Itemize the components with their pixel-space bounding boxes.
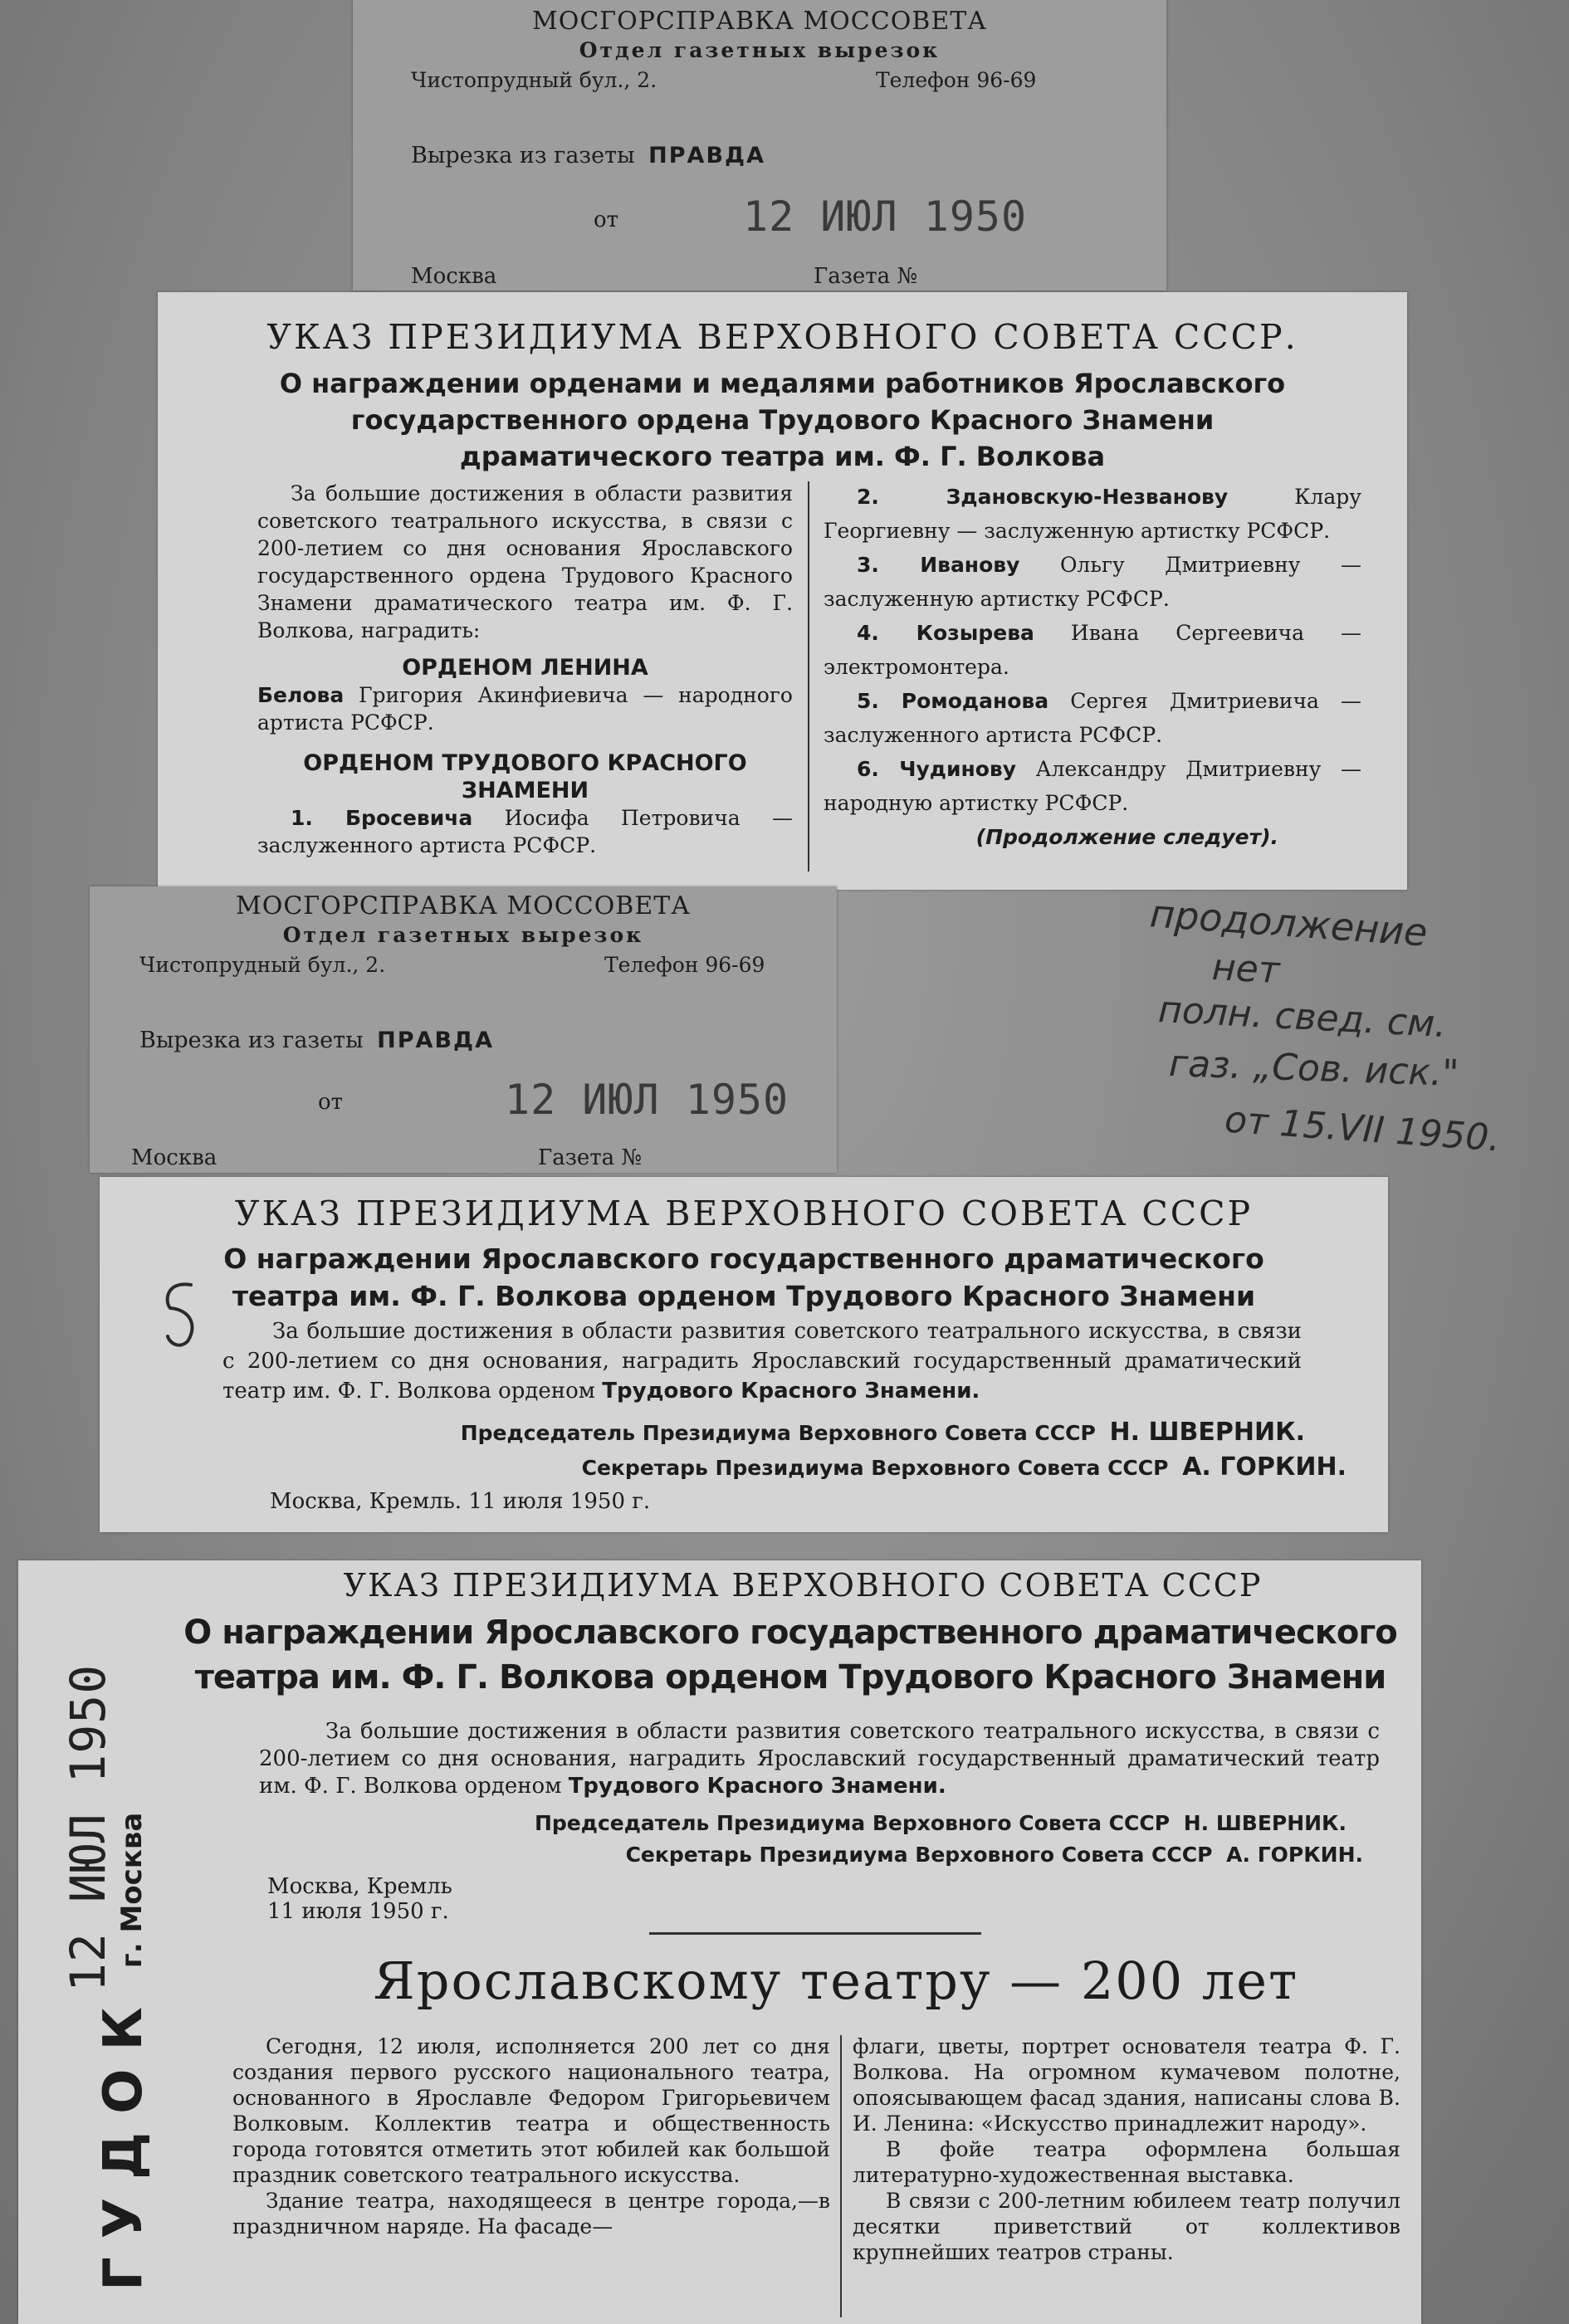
handwritten-line: газ. „Сов. иск.": [1168, 1042, 1460, 1096]
awardee-details: Иосифа Петровича — заслуженного артиста РСФСР.: [257, 806, 793, 857]
awardee-details: Клару Георгиевну — заслуженную артистку РСФСР.: [824, 485, 1361, 543]
decree-body-bold: Трудового Красного Знамени.: [602, 1379, 980, 1404]
awardee-details: Ольгу Дмитриевну — заслуженную артистку РСФСР.: [824, 553, 1362, 611]
continued-note: (Продолжение следует).: [975, 825, 1278, 849]
decree-title-line: театра им. Ф. Г. Волкова орденом Трудового Красного Знамени: [194, 1658, 1386, 1697]
chairman-signature-line: [461, 1418, 1305, 1447]
handwritten-line: нет: [1210, 945, 1281, 993]
secretary-signature-line: [626, 1843, 1363, 1867]
decree-body-text: За большие достижения в области развития советского театрального искусства, в связи с 200-летием со дня основания, наградить Ярославский государственный драматический театр им. Ф. Г. Волкова орденом: [222, 1319, 1302, 1404]
decree-body-text: За большие достижения в области развития советского театрального искусства, в связи с 200-летием со дня основания, наградить Ярославский государственный драматический театр им. Ф. Г. Волкова орденом: [259, 1719, 1380, 1799]
stamp-city: Москва: [411, 264, 497, 289]
awardee-details: Александру Дмитриевну — народную артистку РСФСР.: [824, 757, 1361, 815]
awardee-details: Григория Акинфиевича — народного артиста РСФСР.: [257, 683, 793, 735]
clipping-decree-theatre-award: [100, 1177, 1388, 1532]
article-right-column: [853, 2034, 1400, 2265]
chairman-signature-line: [535, 1811, 1347, 1835]
decree-left-column: [257, 480, 793, 859]
side-stamp-city: г. Москва: [115, 1812, 149, 1969]
order-lenin-heading: ОРДЕНОМ ЛЕНИНА: [402, 655, 648, 681]
article-paragraph: В связи с 200-летним юбилеем театр получил десятки приветствий от коллективов крупнейших театров страны.: [853, 2189, 1400, 2264]
awardee-name: Белова: [257, 683, 345, 707]
awardee-name: 6. Чудинову: [857, 757, 1017, 781]
secretary-label: Секретарь Президиума Верховного Совета СССР: [625, 1843, 1213, 1867]
article-paragraph: флаги, цветы, портрет основателя театра Ф. Г. Волкова. На огромном кумачевом полотне, опоясывающем фасад здания, написаны слова В. И. Ленина: «Искусство принадлежит народу».: [853, 2034, 1400, 2136]
chairman-name: Н. ШВЕРНИК.: [1183, 1811, 1347, 1835]
secretary-label: Секретарь Президиума Верховного Совета СССР: [581, 1456, 1169, 1480]
decree-title-line: драматического театра им. Ф. Г. Волкова: [459, 441, 1106, 472]
article-title: Ярославскому театру — 200 лет: [373, 1950, 1299, 2011]
side-stamp-paper: ГУДОК: [93, 1989, 154, 2291]
decree-title-line: О награждении орденами и медалями работников Ярославского: [279, 368, 1286, 399]
clipping-service-stamp-middle: [90, 886, 837, 1173]
secretary-name: А. ГОРКИН.: [1182, 1452, 1347, 1482]
decree-body: [259, 1718, 1380, 1800]
stamp-newspaper: ПРАВДА: [377, 1028, 494, 1053]
awardee-name: 2. Здановскую-Незванову: [857, 485, 1229, 509]
chairman-label: Председатель Президиума Верховного Совета СССР: [460, 1421, 1096, 1445]
decree-right-column: [824, 480, 1361, 854]
decree-body: [222, 1316, 1302, 1406]
column-divider: [808, 481, 809, 872]
decree-title-line: театра им. Ф. Г. Волкова орденом Трудового Красного Знамени: [232, 1280, 1256, 1312]
chairman-label: Председатель Президиума Верховного Совета СССР: [534, 1811, 1171, 1835]
handwritten-line: полн. свед. см.: [1156, 988, 1448, 1047]
stamp-city: Москва: [131, 1145, 218, 1170]
order-red-banner-heading: ОРДЕНОМ ТРУДОВОГО КРАСНОГО ЗНАМЕНИ: [303, 750, 747, 803]
secretary-signature-line: [582, 1452, 1347, 1482]
stamp-phone: Телефон 96-69: [876, 68, 1037, 92]
stamp-dept: Отдел газетных вырезок: [579, 38, 941, 62]
stamp-date: 12 ИЮЛ 1950: [505, 1076, 789, 1124]
decree-date: 11 июля 1950 г.: [267, 1899, 449, 1924]
stamp-dept: Отдел газетных вырезок: [282, 923, 644, 947]
awardee-name: 4. Козырева: [857, 621, 1034, 645]
stamp-address: Чистопрудный бул., 2.: [139, 953, 386, 977]
clipping-gudok-decree-and-article: [18, 1560, 1421, 2324]
decree-header: УКАЗ ПРЕЗИДИУМА ВЕРХОВНОГО СОВЕТА СССР.: [266, 317, 1298, 357]
stamp-cut-label: Вырезка из газеты: [139, 1028, 364, 1053]
decree-header: УКАЗ ПРЕЗИДИУМА ВЕРХОВНОГО СОВЕТА СССР: [343, 1567, 1263, 1604]
stamp-date: 12 ИЮЛ 1950: [743, 193, 1028, 241]
clipping-service-stamp-top: [353, 0, 1166, 290]
awardee-name: 3. Иванову: [857, 553, 1020, 577]
decree-intro: За большие достижения в области развития советского театрального искусства, в связи с 200-летием со дня основания Ярославского государственного ордена Трудового Красного Знамени драматического театра им. Ф. Г. Волкова, наградить:: [257, 481, 793, 642]
awardee-details: Ивана Сергеевича — электромонтера.: [824, 621, 1361, 679]
stamp-gazette-no: Газета №: [814, 264, 918, 289]
decree-place: Москва, Кремль: [267, 1874, 452, 1899]
side-stamp-date: 12 ИЮЛ 1950: [60, 1663, 116, 1992]
awardee-name: 1. Бросевича: [291, 806, 473, 830]
stamp-address: Чистопрудный бул., 2.: [411, 68, 657, 92]
decree-body-bold: Трудового Красного Знамени.: [568, 1774, 946, 1799]
decree-place-date: [267, 1874, 452, 1924]
handwritten-line: продолжение: [1148, 891, 1430, 955]
stamp-from: от: [318, 1090, 344, 1115]
stamp-gazette-no: Газета №: [538, 1145, 643, 1170]
stamp-newspaper: ПРАВДА: [648, 143, 765, 168]
decree-place-date: Москва, Кремль. 11 июля 1950 г.: [270, 1489, 651, 1514]
chairman-name: Н. ШВЕРНИК.: [1109, 1418, 1305, 1447]
stamp-phone: Телефон 96-69: [604, 953, 765, 977]
stamp-org: МОСГОРСПРАВКА МОССОВЕТА: [532, 7, 987, 36]
handwritten-line: от 15.VII 1950.: [1223, 1098, 1502, 1160]
decree-header: УКАЗ ПРЕЗИДИУМА ВЕРХОВНОГО СОВЕТА СССР: [234, 1194, 1254, 1233]
article-paragraph: Сегодня, 12 июля, исполняется 200 лет со дня создания первого русского национального театра, основанного в Ярославле Федором Григорьевичем Волковым. Коллектив театра и общественность города готовятся отметить этот юбилей как большой праздник советского театрального искусства.: [232, 2034, 830, 2187]
article-separator: [649, 1932, 981, 1935]
decree-title-line: О награждении Ярославского государственного драматического: [223, 1243, 1264, 1275]
handwritten-mark-5: [158, 1277, 208, 1351]
article-paragraph: Здание театра, находящееся в центре города,—в праздничном наряде. На фасаде—: [232, 2189, 830, 2239]
stamp-from: от: [594, 208, 619, 232]
stamp-cut-label: Вырезка из газеты: [411, 143, 635, 168]
stamp-org: МОСГОРСПРАВКА МОССОВЕТА: [236, 891, 691, 920]
awardee-name: 5. Ромоданова: [857, 689, 1049, 713]
awardee-details: Сергея Дмитриевича — заслуженного артиста РСФСР.: [824, 689, 1362, 747]
clipping-pravda-decree-awards: [158, 292, 1407, 890]
article-paragraph: В фойе театра оформлена большая литературно-художественная выставка.: [853, 2137, 1400, 2187]
secretary-name: А. ГОРКИН.: [1226, 1843, 1363, 1867]
decree-title-line: О награждении Ярославского государственного драматического: [183, 1614, 1397, 1652]
article-left-column: [232, 2034, 830, 2239]
decree-title-line: государственного ордена Трудового Красного Знамени: [350, 404, 1215, 436]
column-divider: [840, 2035, 842, 2317]
